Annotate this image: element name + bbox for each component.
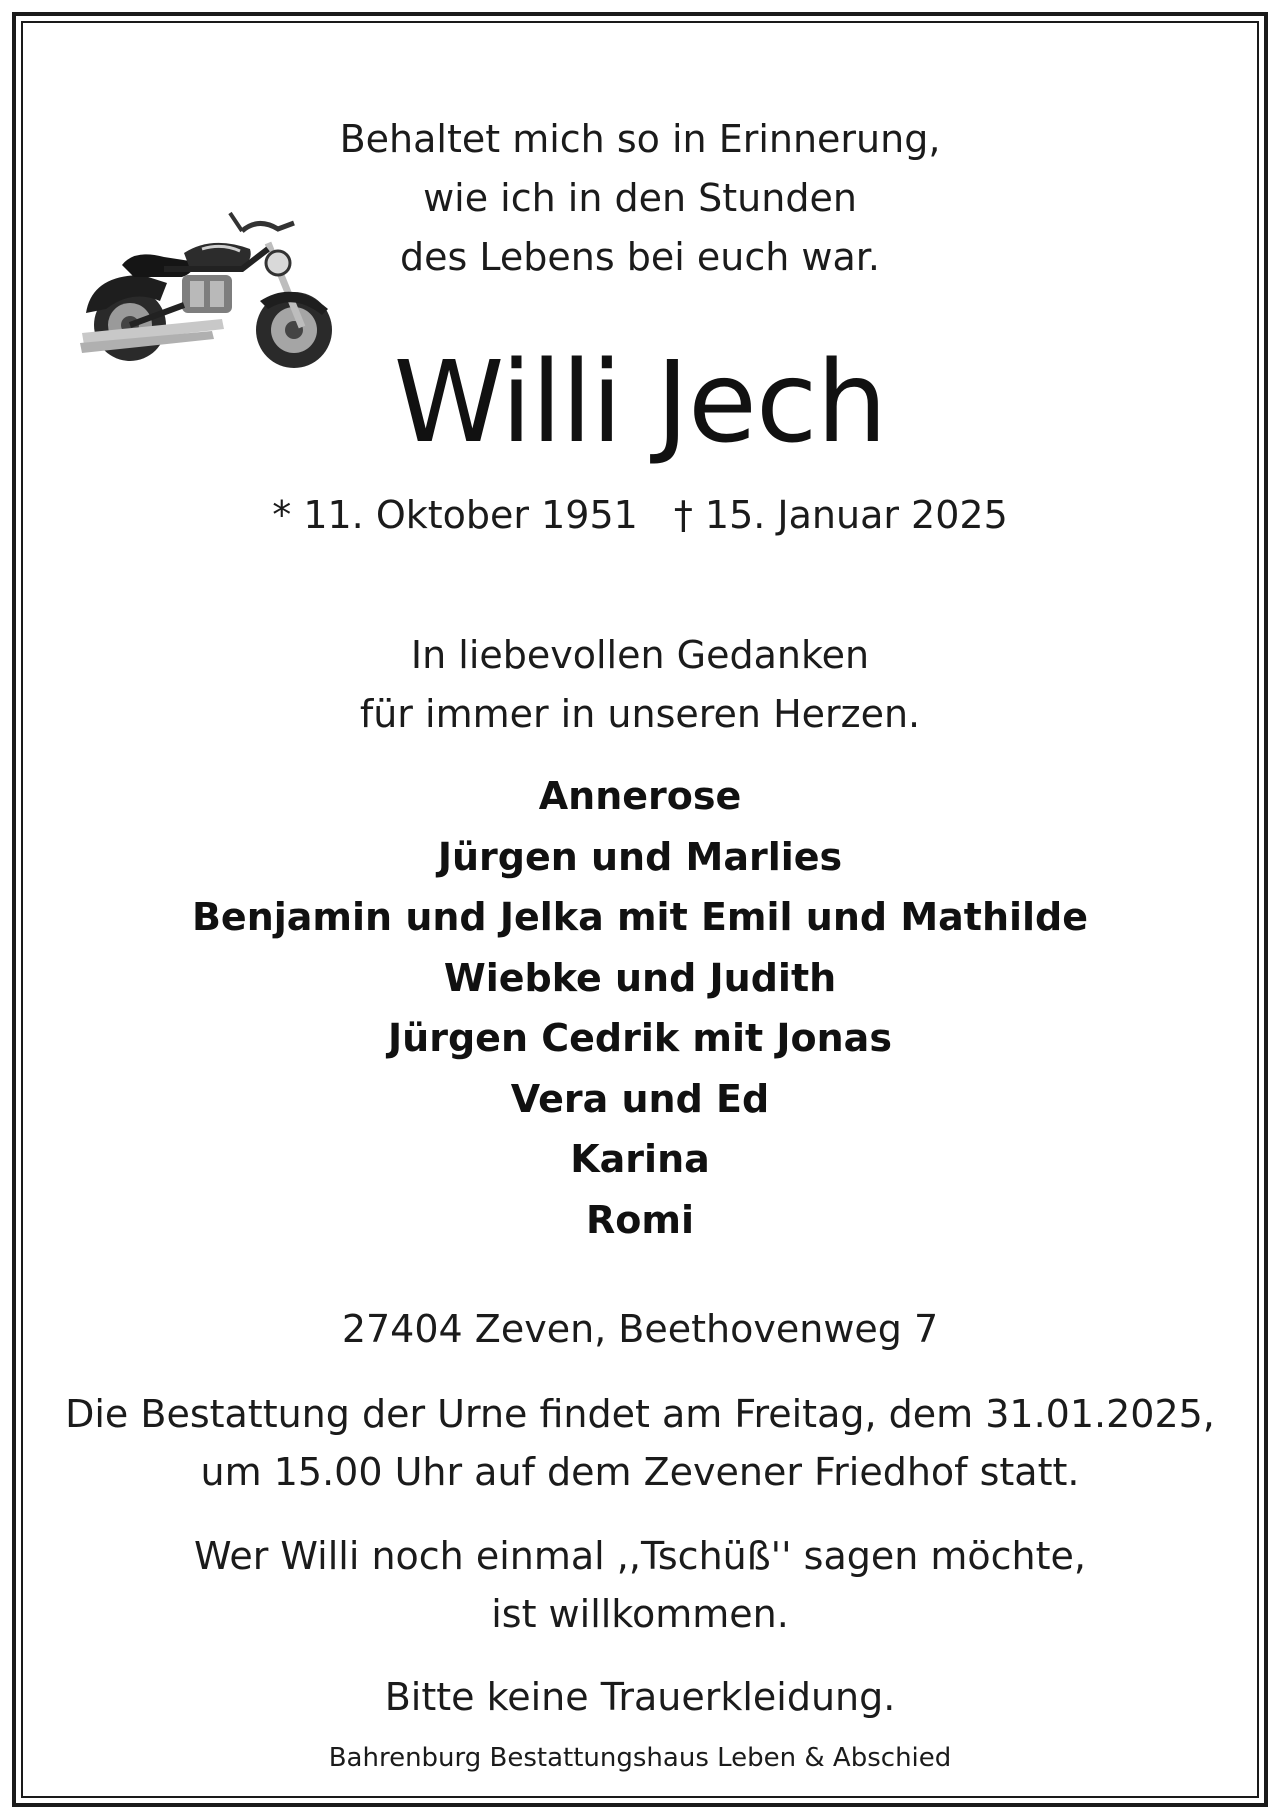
- farewell-invitation: [0, 1527, 1280, 1643]
- address: 27404 Zeven, Beethovenweg 7: [341, 1307, 939, 1351]
- mourner-entry: Jürgen Cedrik mit Jonas: [388, 1016, 892, 1060]
- mourner-entry: Wiebke und Judith: [443, 955, 837, 1000]
- death-date: † 15. Januar 2025: [673, 493, 1008, 537]
- life-dates: [0, 488, 1280, 542]
- farewell-line: Wer Willi noch einmal ,,Tschüß'' sagen möchte,: [193, 1534, 1087, 1578]
- funeral-line: um 15.00 Uhr auf dem Zevener Friedhof statt.: [200, 1450, 1080, 1494]
- mourner-entry: Benjamin und Jelka mit Emil und Mathilde: [191, 895, 1089, 939]
- verse-line: des Lebens bei euch war.: [400, 235, 880, 279]
- mourner-entry: Vera und Ed: [510, 1076, 770, 1121]
- memorial-phrase: [0, 626, 1280, 744]
- phrase-line: für immer in unseren Herzen.: [359, 692, 921, 736]
- phrase-line: In liebevollen Gedanken: [410, 633, 870, 677]
- mourner-entry: Annerose: [538, 774, 742, 818]
- funeral-info: [0, 1385, 1280, 1501]
- verse-line: wie ich in den Stunden: [423, 176, 857, 220]
- mourner-entry: Jürgen und Marlies: [437, 834, 843, 879]
- mourners-list: [0, 766, 1280, 1250]
- mourner-entry: Romi: [586, 1197, 694, 1242]
- dress-note: Bitte keine Trauerkleidung.: [384, 1675, 896, 1719]
- undertaker-credit: Bahrenburg Bestattungshaus Leben & Abschied: [328, 1743, 952, 1773]
- verse-line: Behaltet mich so in Erinnerung,: [339, 117, 941, 161]
- mourner-entry: Karina: [570, 1137, 710, 1181]
- opening-verse: [0, 110, 1280, 287]
- birth-date: * 11. Oktober 1951: [272, 493, 638, 537]
- deceased-name: Willi Jech: [393, 338, 887, 468]
- farewell-line: ist willkommen.: [491, 1592, 789, 1636]
- funeral-line: Die Bestattung der Urne findet am Freitag, dem 31.01.2025,: [65, 1392, 1215, 1436]
